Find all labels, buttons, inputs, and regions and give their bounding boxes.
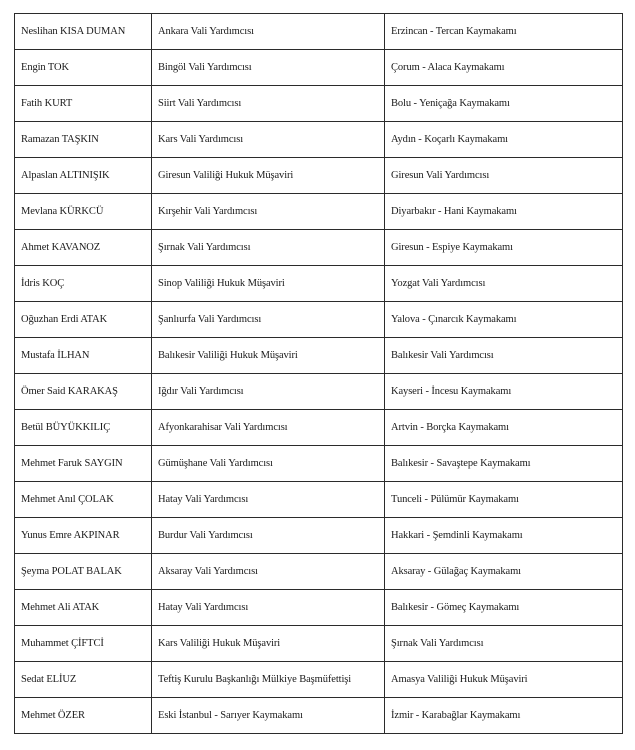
cell-current-post: Ankara Vali Yardımcısı: [152, 14, 385, 50]
cell-current-post: Teftiş Kurulu Başkanlığı Mülkiye Başmüfettişi: [152, 662, 385, 698]
table-row: [15, 194, 623, 230]
cell-name: Oğuzhan Erdi ATAK: [15, 302, 152, 338]
table-row: [15, 446, 623, 482]
table-row: [15, 590, 623, 626]
cell-name: Betül BÜYÜKKILIÇ: [15, 410, 152, 446]
cell-new-post: Giresun Vali Yardımcısı: [385, 158, 623, 194]
table-row: [15, 14, 623, 50]
cell-current-post: Sinop Valiliği Hukuk Müşaviri: [152, 266, 385, 302]
cell-new-post: Yalova - Çınarcık Kaymakamı: [385, 302, 623, 338]
cell-new-post: Yozgat Vali Yardımcısı: [385, 266, 623, 302]
cell-name: Alpaslan ALTINIŞIK: [15, 158, 152, 194]
cell-new-post: Giresun - Espiye Kaymakamı: [385, 230, 623, 266]
cell-name: Mehmet Faruk SAYGIN: [15, 446, 152, 482]
table-row: [15, 662, 623, 698]
table-row: [15, 86, 623, 122]
cell-current-post: Aksaray Vali Yardımcısı: [152, 554, 385, 590]
cell-current-post: Kars Valiliği Hukuk Müşaviri: [152, 626, 385, 662]
cell-name: Engin TOK: [15, 50, 152, 86]
cell-new-post: Artvin - Borçka Kaymakamı: [385, 410, 623, 446]
cell-new-post: Aydın - Koçarlı Kaymakamı: [385, 122, 623, 158]
table-row: [15, 338, 623, 374]
cell-current-post: Hatay Vali Yardımcısı: [152, 590, 385, 626]
cell-current-post: Şırnak Vali Yardımcısı: [152, 230, 385, 266]
cell-current-post: Siirt Vali Yardımcısı: [152, 86, 385, 122]
cell-current-post: Bingöl Vali Yardımcısı: [152, 50, 385, 86]
cell-new-post: Balıkesir - Savaştepe Kaymakamı: [385, 446, 623, 482]
appointments-table-body: [15, 14, 623, 734]
cell-name: Ömer Said KARAKAŞ: [15, 374, 152, 410]
cell-new-post: Diyarbakır - Hani Kaymakamı: [385, 194, 623, 230]
cell-new-post: Erzincan - Tercan Kaymakamı: [385, 14, 623, 50]
table-row: [15, 518, 623, 554]
cell-current-post: Eski İstanbul - Sarıyer Kaymakamı: [152, 698, 385, 734]
cell-new-post: Hakkari - Şemdinli Kaymakamı: [385, 518, 623, 554]
cell-current-post: Afyonkarahisar Vali Yardımcısı: [152, 410, 385, 446]
cell-new-post: Balıkesir Vali Yardımcısı: [385, 338, 623, 374]
cell-new-post: Aksaray - Gülağaç Kaymakamı: [385, 554, 623, 590]
table-row: [15, 626, 623, 662]
cell-name: Mehmet Anıl ÇOLAK: [15, 482, 152, 518]
table-row: [15, 122, 623, 158]
cell-current-post: Kırşehir Vali Yardımcısı: [152, 194, 385, 230]
table-row: [15, 374, 623, 410]
cell-new-post: İzmir - Karabağlar Kaymakamı: [385, 698, 623, 734]
cell-name: Neslihan KISA DUMAN: [15, 14, 152, 50]
cell-current-post: Hatay Vali Yardımcısı: [152, 482, 385, 518]
cell-current-post: Kars Vali Yardımcısı: [152, 122, 385, 158]
table-row: [15, 554, 623, 590]
table-row: [15, 302, 623, 338]
cell-name: Mustafa İLHAN: [15, 338, 152, 374]
cell-new-post: Kayseri - İncesu Kaymakamı: [385, 374, 623, 410]
cell-current-post: Gümüşhane Vali Yardımcısı: [152, 446, 385, 482]
table-row: [15, 230, 623, 266]
cell-name: Mevlana KÜRKCÜ: [15, 194, 152, 230]
cell-current-post: Burdur Vali Yardımcısı: [152, 518, 385, 554]
cell-current-post: Şanlıurfa Vali Yardımcısı: [152, 302, 385, 338]
cell-name: Sedat ELİUZ: [15, 662, 152, 698]
cell-name: Ahmet KAVANOZ: [15, 230, 152, 266]
cell-name: İdris KOÇ: [15, 266, 152, 302]
cell-new-post: Balıkesir - Gömeç Kaymakamı: [385, 590, 623, 626]
cell-new-post: Tunceli - Pülümür Kaymakamı: [385, 482, 623, 518]
cell-current-post: Giresun Valiliği Hukuk Müşaviri: [152, 158, 385, 194]
table-row: [15, 698, 623, 734]
cell-new-post: Bolu - Yeniçağa Kaymakamı: [385, 86, 623, 122]
cell-current-post: Iğdır Vali Yardımcısı: [152, 374, 385, 410]
cell-current-post: Balıkesir Valiliği Hukuk Müşaviri: [152, 338, 385, 374]
table-row: [15, 410, 623, 446]
cell-new-post: Çorum - Alaca Kaymakamı: [385, 50, 623, 86]
cell-name: Mehmet Ali ATAK: [15, 590, 152, 626]
appointments-table: [14, 13, 623, 734]
table-row: [15, 158, 623, 194]
cell-name: Şeyma POLAT BALAK: [15, 554, 152, 590]
table-row: [15, 50, 623, 86]
cell-new-post: Şırnak Vali Yardımcısı: [385, 626, 623, 662]
cell-name: Mehmet ÖZER: [15, 698, 152, 734]
cell-name: Muhammet ÇİFTCİ: [15, 626, 152, 662]
cell-name: Yunus Emre AKPINAR: [15, 518, 152, 554]
cell-name: Ramazan TAŞKIN: [15, 122, 152, 158]
cell-name: Fatih KURT: [15, 86, 152, 122]
table-row: [15, 482, 623, 518]
cell-new-post: Amasya Valiliği Hukuk Müşaviri: [385, 662, 623, 698]
table-row: [15, 266, 623, 302]
